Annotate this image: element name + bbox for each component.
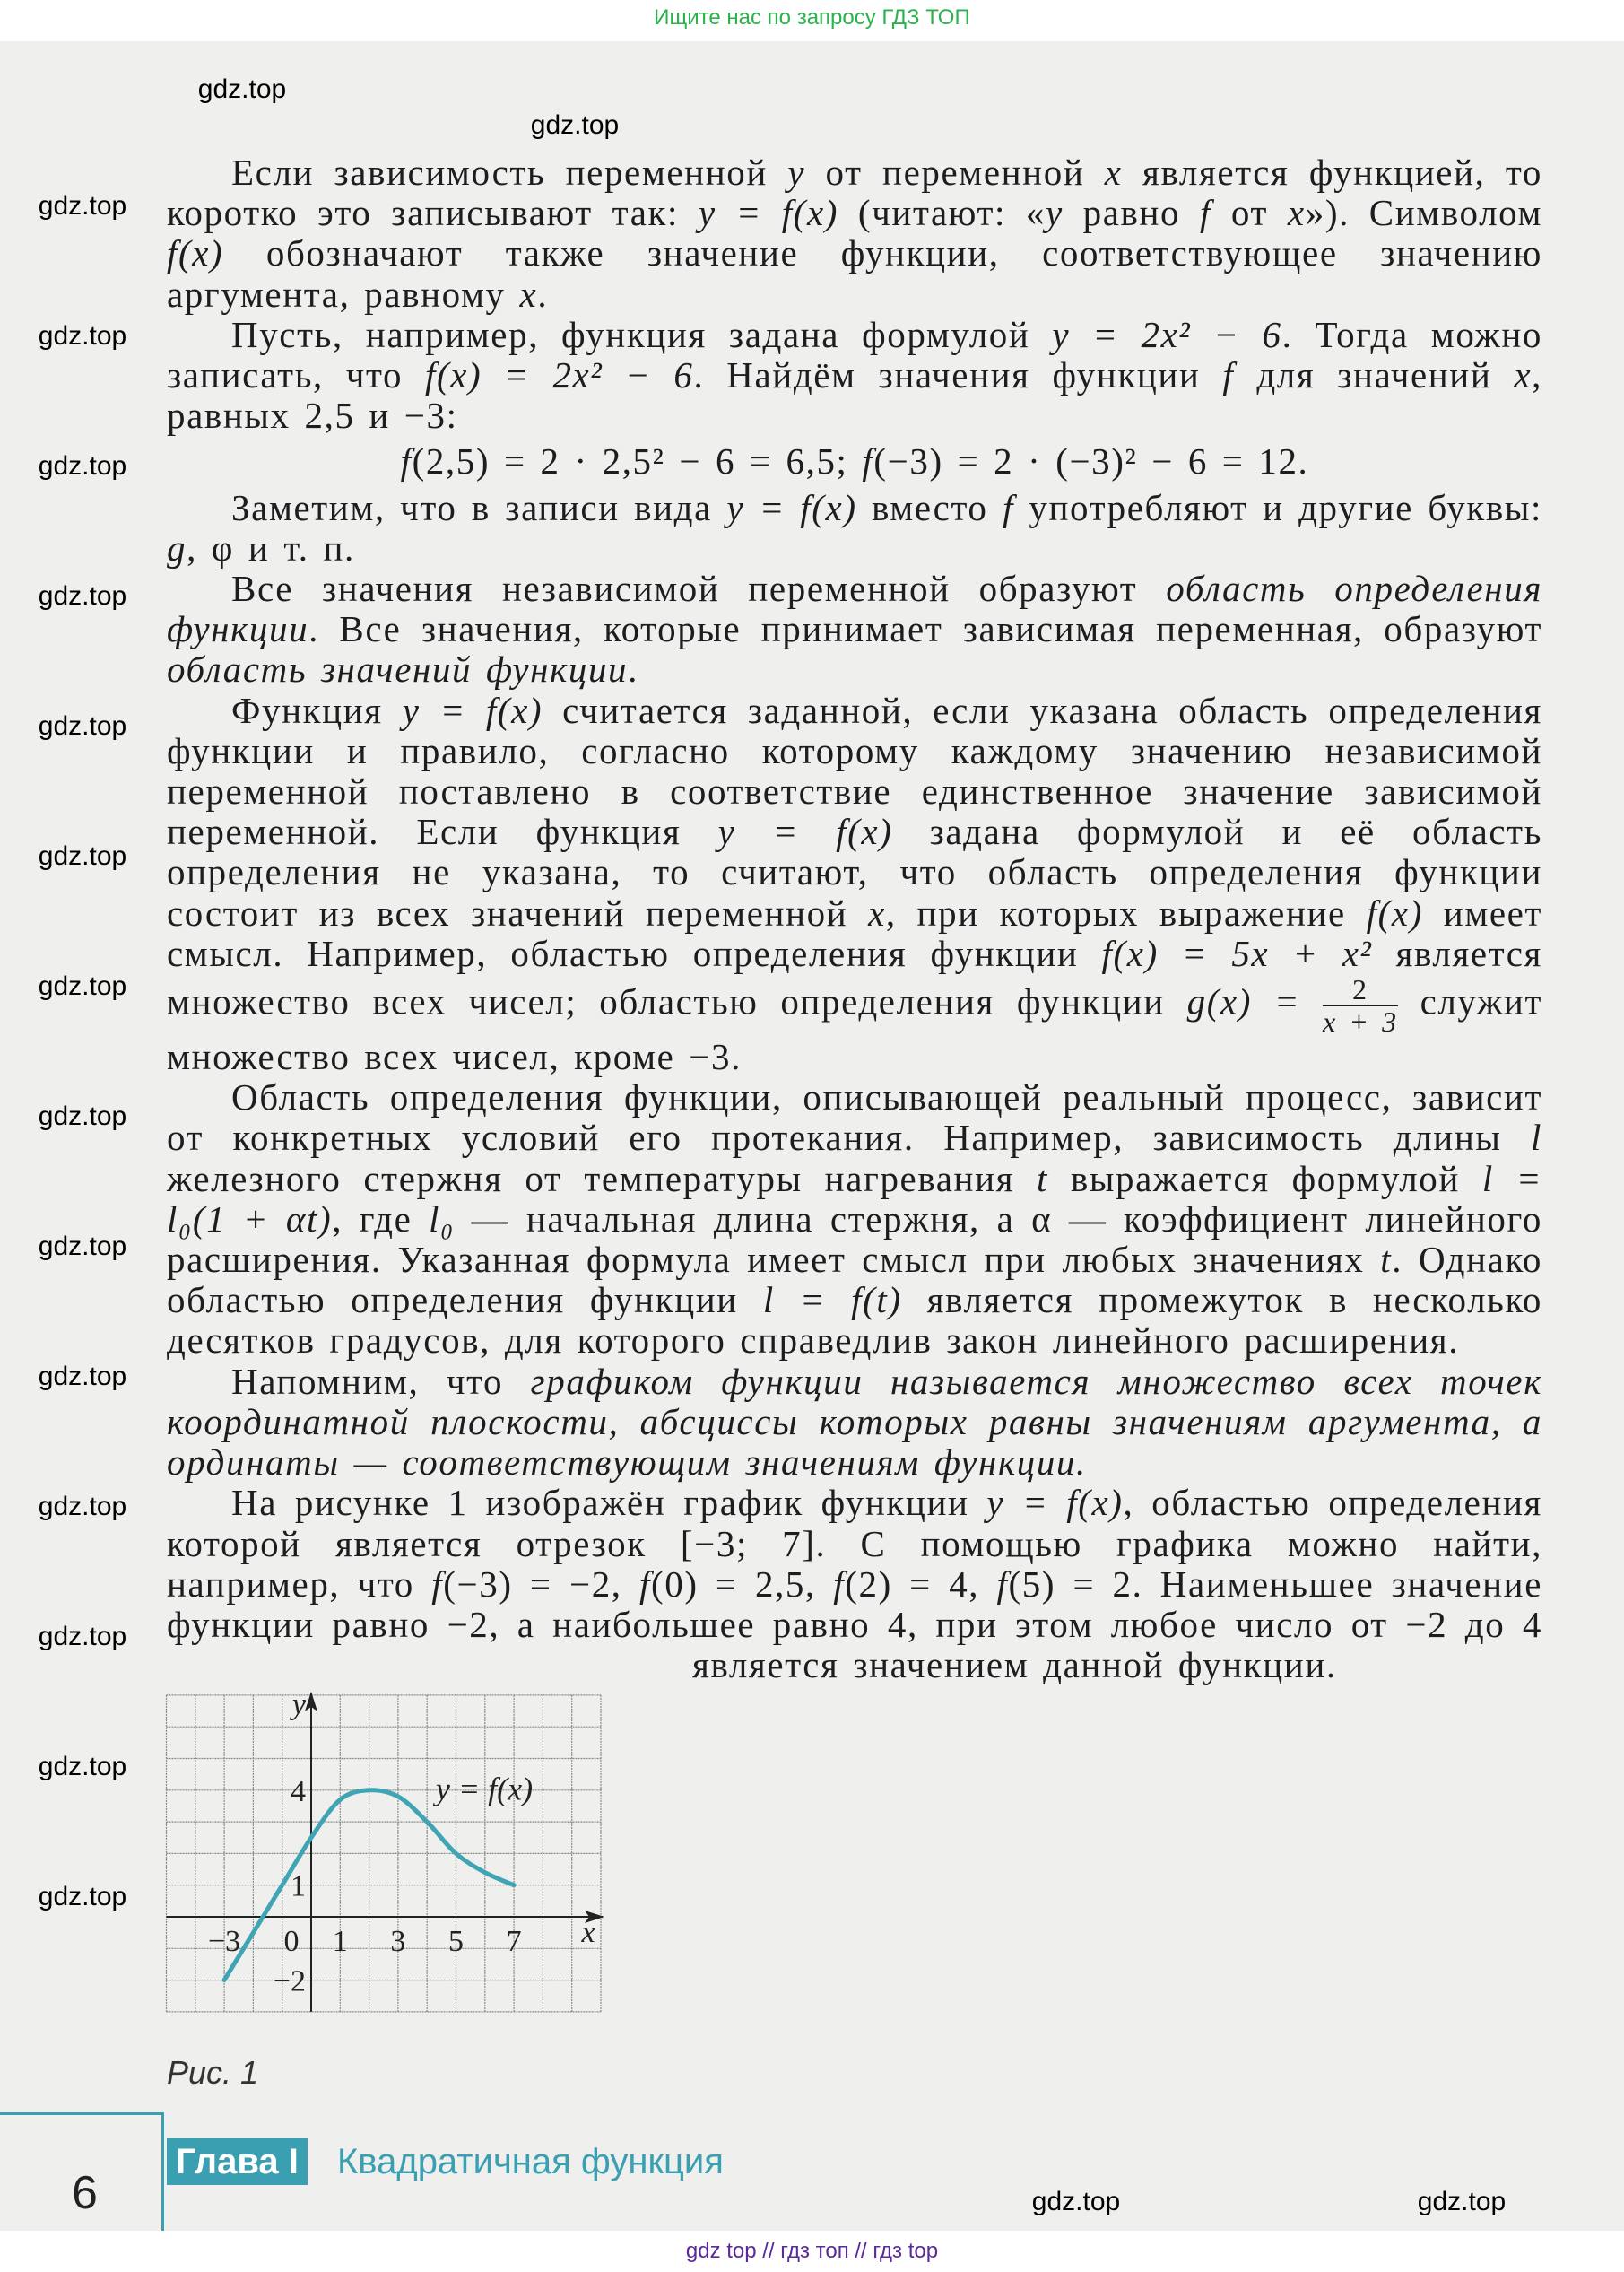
- watermark: gdz.top: [38, 711, 127, 741]
- x-tick-label: 5: [448, 1925, 464, 1958]
- text-run: железного стержня от температуры нагревания: [167, 1157, 1037, 1199]
- math-or-term: g(x) =: [1186, 980, 1323, 1023]
- paragraph: [167, 488, 1542, 569]
- y-tick-label: −2: [273, 1964, 306, 1998]
- watermark: gdz.top: [38, 1232, 127, 1261]
- text-run: .: [537, 273, 549, 315]
- text-run: (0) = 2,5,: [650, 1563, 834, 1605]
- text-run: вместо: [856, 486, 1003, 528]
- text-run: Если зависимость переменной: [231, 152, 788, 193]
- curve-label: y = f(x): [435, 1771, 534, 1807]
- watermark: gdz.top: [38, 1752, 127, 1781]
- math-or-term: l = l₀(1 + αt): [167, 1157, 1542, 1240]
- paragraph: [167, 1077, 1542, 1361]
- watermark: gdz.top: [38, 1882, 127, 1911]
- chapter-title: Квадратичная функция: [337, 2142, 724, 2181]
- text-run: На рисунке 1 изображён график функции: [231, 1482, 987, 1524]
- text-run: считается заданной, если указана область определения функции и правило, согласно которому каждому значению независимой переменной поставлено в соответствие единственное значение зависимой переменной. Если функция: [167, 689, 1543, 853]
- math-or-term: f: [400, 440, 413, 483]
- text-run: (−3) = −2,: [443, 1563, 639, 1605]
- math-or-term: f: [1222, 354, 1235, 396]
- watermark: gdz.top: [38, 841, 127, 871]
- math-or-term: l = f(t): [762, 1279, 902, 1321]
- text-run: обозначают также значение функции, соответствующее значению аргумента, равному: [167, 232, 1542, 315]
- math-or-term: область значений функции: [167, 649, 629, 691]
- formula-line: [167, 441, 1542, 482]
- chapter-label: Глава I: [167, 2138, 308, 2185]
- text-run: , φ и т. п.: [187, 527, 355, 569]
- text-run: , где: [332, 1197, 430, 1240]
- text-run: Функция: [231, 689, 403, 731]
- math-or-term: x: [1514, 354, 1533, 396]
- math-or-term: f(x): [1366, 892, 1423, 934]
- math-or-term: f: [862, 440, 874, 483]
- math-or-term: f(x): [167, 232, 224, 274]
- x-axis-label: x: [581, 1916, 595, 1949]
- math-or-term: область определения функции: [167, 568, 1542, 650]
- text-run: (5) = 2. Наименьшее значение функции равно −2, а наибольшее равно 4, при этом любое число от −2 до 4 является значением данной функции.: [167, 1563, 1542, 1686]
- watermark: gdz.top: [38, 1101, 127, 1131]
- text-run: выражается формулой: [1048, 1157, 1482, 1199]
- math-or-term: x: [868, 892, 886, 934]
- text-run: (2) = 4,: [845, 1563, 997, 1605]
- text-run: Пусть, например, функция задана формулой: [231, 313, 1053, 355]
- text-run: Все значения независимой переменной образуют: [231, 568, 1167, 610]
- math-or-term: y = f(x): [726, 486, 857, 528]
- math-or-term: l₀: [429, 1197, 455, 1240]
- page-corner-line-horizontal: [0, 2112, 163, 2115]
- paragraph: [167, 315, 1542, 437]
- text-run: (читают: «: [838, 192, 1046, 234]
- text-run: , при которых выражение: [885, 892, 1367, 934]
- math-or-term: графиком функции называется множество всех точек координатной плоскости, абсциссы которых равны значениям аргумента, а ординаты — соответствующим значениям функции.: [167, 1360, 1542, 1484]
- text-run: . Тогда можно записать, что: [167, 313, 1543, 396]
- bottom-banner-text[interactable]: gdz top // гдз топ // гдз top: [685, 2239, 939, 2263]
- x-tick-label: 3: [390, 1925, 406, 1958]
- text-run: является промежуток в несколько десятков градусов, для которого справедлив закон линейного расширения.: [167, 1279, 1542, 1362]
- math-or-term: y = f(x): [698, 192, 839, 234]
- watermark: gdz.top: [38, 581, 127, 611]
- text-run: равно: [1063, 192, 1201, 234]
- watermark: gdz.top: [38, 451, 127, 481]
- watermark: gdz.top: [197, 74, 287, 104]
- text-run: употребляют и другие буквы:: [1013, 486, 1542, 528]
- text-run: , равных 2,5 и −3:: [167, 354, 1542, 437]
- text-run: от переменной: [805, 152, 1105, 193]
- math-or-term: f: [996, 1563, 1009, 1605]
- page-corner-line-vertical: [161, 2112, 164, 2231]
- watermark: gdz.top: [38, 191, 127, 221]
- watermark: gdz.top: [38, 1492, 127, 1521]
- math-or-term: t: [1380, 1239, 1393, 1281]
- math-or-term: f: [1002, 486, 1014, 528]
- text-run: . Найдём значения функции: [693, 354, 1223, 396]
- watermark: gdz.top: [38, 321, 127, 351]
- paragraph: [167, 691, 1542, 1078]
- math-or-term: l: [1531, 1117, 1542, 1159]
- math-or-term: f: [1200, 192, 1212, 234]
- text-run: , областью определения которой является отрезок [−3; 7]. С помощью графика можно найти, например, что: [167, 1482, 1542, 1605]
- fraction-numerator: 2: [1352, 973, 1368, 1006]
- fraction: [1323, 974, 1398, 1037]
- paragraph: [167, 1362, 1542, 1484]
- text-run: является функцией, то коротко это записывают так:: [167, 152, 1542, 234]
- y-tick-label: 4: [291, 1774, 306, 1808]
- math-or-term: t: [1037, 1157, 1048, 1199]
- math-or-term: f: [638, 1563, 651, 1605]
- math-or-term: y: [787, 152, 806, 193]
- watermark: gdz.top: [38, 1362, 127, 1391]
- text-run: — начальная длина стержня, а α — коэффициент линейного расширения. Указанная формула имеет смысл при любых значениях: [167, 1197, 1543, 1281]
- math-or-term: y: [1045, 192, 1064, 234]
- top-banner: [0, 0, 1624, 41]
- y-axis-label: y: [291, 1688, 306, 1722]
- paragraph: [167, 569, 1542, 691]
- x-tick-label: 0: [283, 1925, 300, 1958]
- text-run: является множество всех чисел; областью определения функции: [167, 932, 1542, 1023]
- watermark: gdz.top: [530, 110, 620, 140]
- math-or-term: f: [431, 1563, 444, 1605]
- math-or-term: y = f(x): [986, 1482, 1124, 1524]
- math-or-term: x: [1104, 152, 1123, 193]
- text-run: Область определения функции, описывающей реальный процесс, зависит от конкретных условий его протекания. Например, зависимость длины: [167, 1076, 1542, 1159]
- text-run: (−3) = 2 · (−3)² − 6 = 12.: [873, 440, 1309, 483]
- text-run: . Однако областью определения функции: [167, 1239, 1542, 1321]
- page-number: 6: [72, 2167, 98, 2219]
- text-run: (2,5) = 2 · 2,5² − 6 = 6,5;: [412, 440, 863, 483]
- math-or-term: x: [519, 273, 538, 315]
- math-or-term: y = f(x): [717, 811, 893, 853]
- math-or-term: x: [1287, 192, 1306, 234]
- math-or-term: f: [833, 1563, 846, 1605]
- watermark: gdz.top: [38, 971, 127, 1001]
- text-run: от: [1211, 192, 1288, 234]
- fraction-denominator: x + 3: [1322, 1005, 1398, 1039]
- math-or-term: f(x) = 5x + x²: [1101, 932, 1373, 974]
- text-run: »). Символом: [1305, 192, 1543, 234]
- y-tick-label: 1: [291, 1869, 306, 1903]
- function-graph: [152, 1668, 655, 2063]
- x-tick-label: 7: [506, 1925, 522, 1958]
- math-or-term: y = f(x): [402, 689, 543, 731]
- bottom-banner: [0, 2231, 1624, 2272]
- text-run: служит множество всех чисел, кроме −3.: [167, 980, 1542, 1078]
- watermark: gdz.top: [1417, 2187, 1507, 2216]
- text-run: . Все значения, которые принимает зависимая переменная, образуют: [308, 608, 1542, 650]
- paragraph: [167, 1483, 1542, 1685]
- text-run: Заметим, что в записи вида: [231, 486, 727, 528]
- text-run: имеет смысл. Например, областью определения функции: [167, 892, 1542, 974]
- paragraph: [167, 152, 1542, 315]
- text-run: .: [628, 649, 639, 691]
- top-banner-text[interactable]: Ищите нас по запросу ГДЗ ТОП: [654, 5, 970, 30]
- math-or-term: f(x) = 2x² − 6: [425, 354, 694, 396]
- text-run: Напомним, что: [231, 1360, 531, 1402]
- watermark: gdz.top: [1031, 2187, 1121, 2216]
- text-run: для значений: [1234, 354, 1515, 396]
- x-tick-label: −3: [208, 1925, 241, 1958]
- math-or-term: g: [167, 527, 187, 569]
- text-run: задана формулой и её область определения не указана, то считают, что область определения функции состоит из всех значений переменной: [167, 811, 1542, 934]
- math-or-term: y = 2x² − 6: [1052, 313, 1282, 355]
- figure-caption: Рис. 1: [167, 2054, 259, 2091]
- watermark: gdz.top: [38, 1622, 127, 1651]
- x-tick-label: 1: [332, 1925, 348, 1958]
